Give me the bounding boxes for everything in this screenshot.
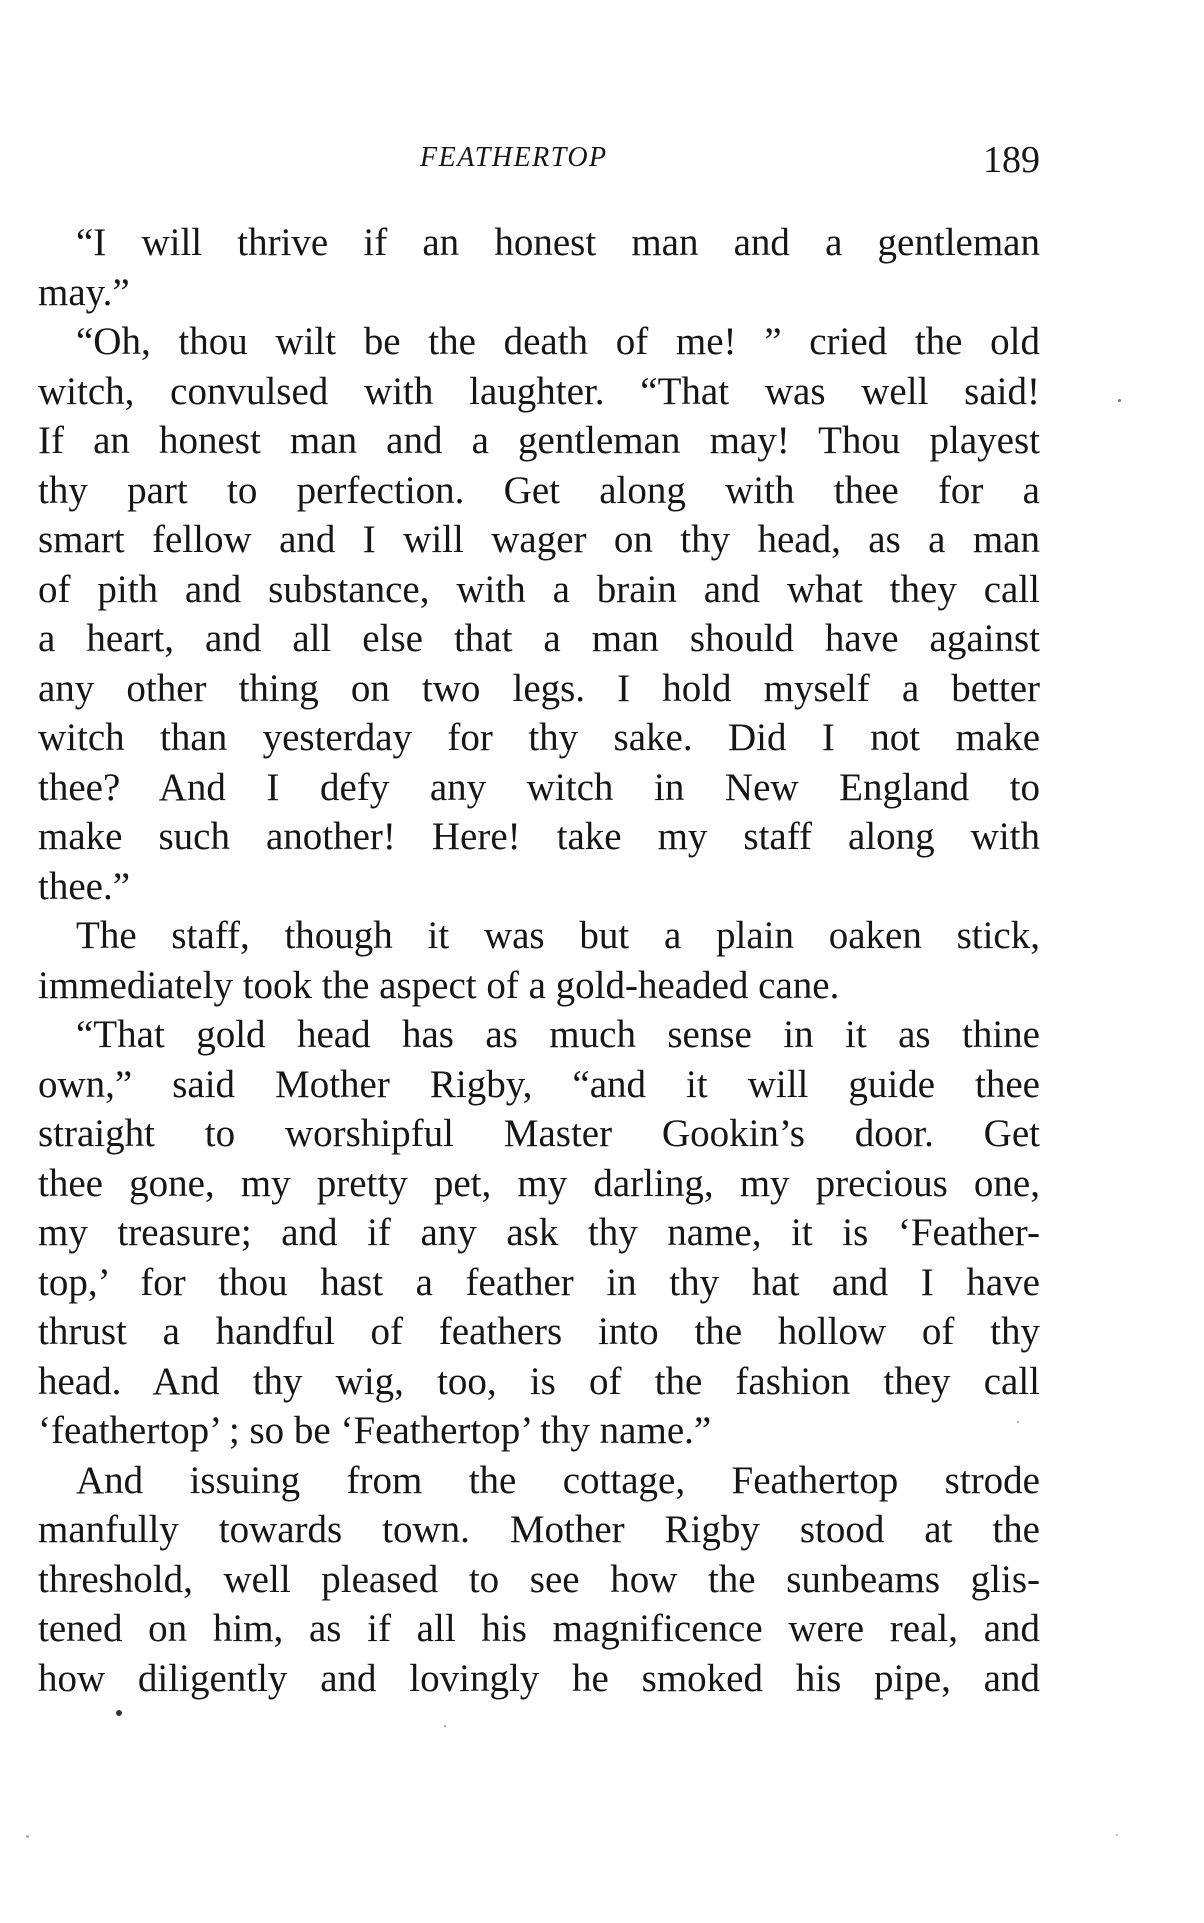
text-line: “Oh, thou wilt be the death of me! ” cried the old [76, 320, 1040, 363]
text-line: witch, convulsed with laughter. “That was well said! [38, 369, 1040, 413]
text-line: thee.” [38, 864, 131, 908]
text-line: top,’ for thou hast a feather in thy hat and I have [38, 1260, 1040, 1304]
print-speck [1118, 399, 1121, 402]
text-line: threshold, well pleased to see how the sunbeams glis- [38, 1557, 1040, 1601]
text-line: witch than yesterday for thy sake. Did I not make [38, 716, 1040, 759]
print-speck [1017, 1421, 1019, 1423]
print-speck [116, 1710, 122, 1716]
text-line: thy part to perfection. Get along with thee for a [38, 468, 1040, 512]
text-line: “That gold head has as much sense in it as thine [76, 1013, 1040, 1056]
text-line: a heart, and all else that a man should have against [38, 617, 1040, 660]
text-line: thee gone, my pretty pet, my darling, my precious one, [38, 1161, 1040, 1205]
text-line: may.” [38, 270, 130, 314]
text-line: tened on him, as if all his magnificence were real, and [38, 1607, 1040, 1650]
text-line: smart fellow and I will wager on thy head, as a man [38, 518, 1040, 561]
text-line: how diligently and lovingly he smoked his pipe, and [38, 1656, 1040, 1700]
text-line: make such another! Here! take my staff along with [38, 815, 1040, 858]
text-line: The staff, though it was but a plain oaken stick, [76, 914, 1040, 957]
page-number: 189 [983, 139, 1040, 181]
text-line: any other thing on two legs. I hold myself a better [38, 666, 1040, 710]
text-line: And issuing from the cottage, Feathertop strode [76, 1458, 1040, 1502]
print-speck [1116, 1834, 1118, 1836]
print-speck [444, 1725, 446, 1727]
print-speck [26, 1835, 29, 1838]
text-line: straight to worshipful Master Gookin’s door. Get [38, 1112, 1040, 1155]
text-line: manfully towards town. Mother Rigby stood at the [38, 1508, 1040, 1551]
text-line: of pith and substance, with a brain and what they call [38, 567, 1040, 611]
text-line: “I will thrive if an honest man and a gentleman [76, 221, 1040, 264]
text-line: my treasure; and if any ask thy name, it is ‘Feather- [38, 1211, 1040, 1254]
body-text [38, 218, 1040, 1703]
text-line: thrust a handful of feathers into the hollow of thy [38, 1310, 1040, 1353]
text-line: If an honest man and a gentleman may! Thou playest [38, 419, 1040, 462]
running-title: FEATHERTOP [420, 142, 608, 173]
text-line: immediately took the aspect of a gold-headed cane. [38, 963, 840, 1007]
text-line: thee? And I defy any witch in New England to [38, 765, 1040, 809]
text-line: own,” said Mother Rigby, “and it will guide thee [38, 1062, 1040, 1106]
page-header [420, 138, 1040, 182]
text-line: ‘feathertop’ ; so be ‘Feathertop’ thy name.” [38, 1409, 712, 1452]
text-line: head. And thy wig, too, is of the fashion they call [38, 1359, 1040, 1403]
